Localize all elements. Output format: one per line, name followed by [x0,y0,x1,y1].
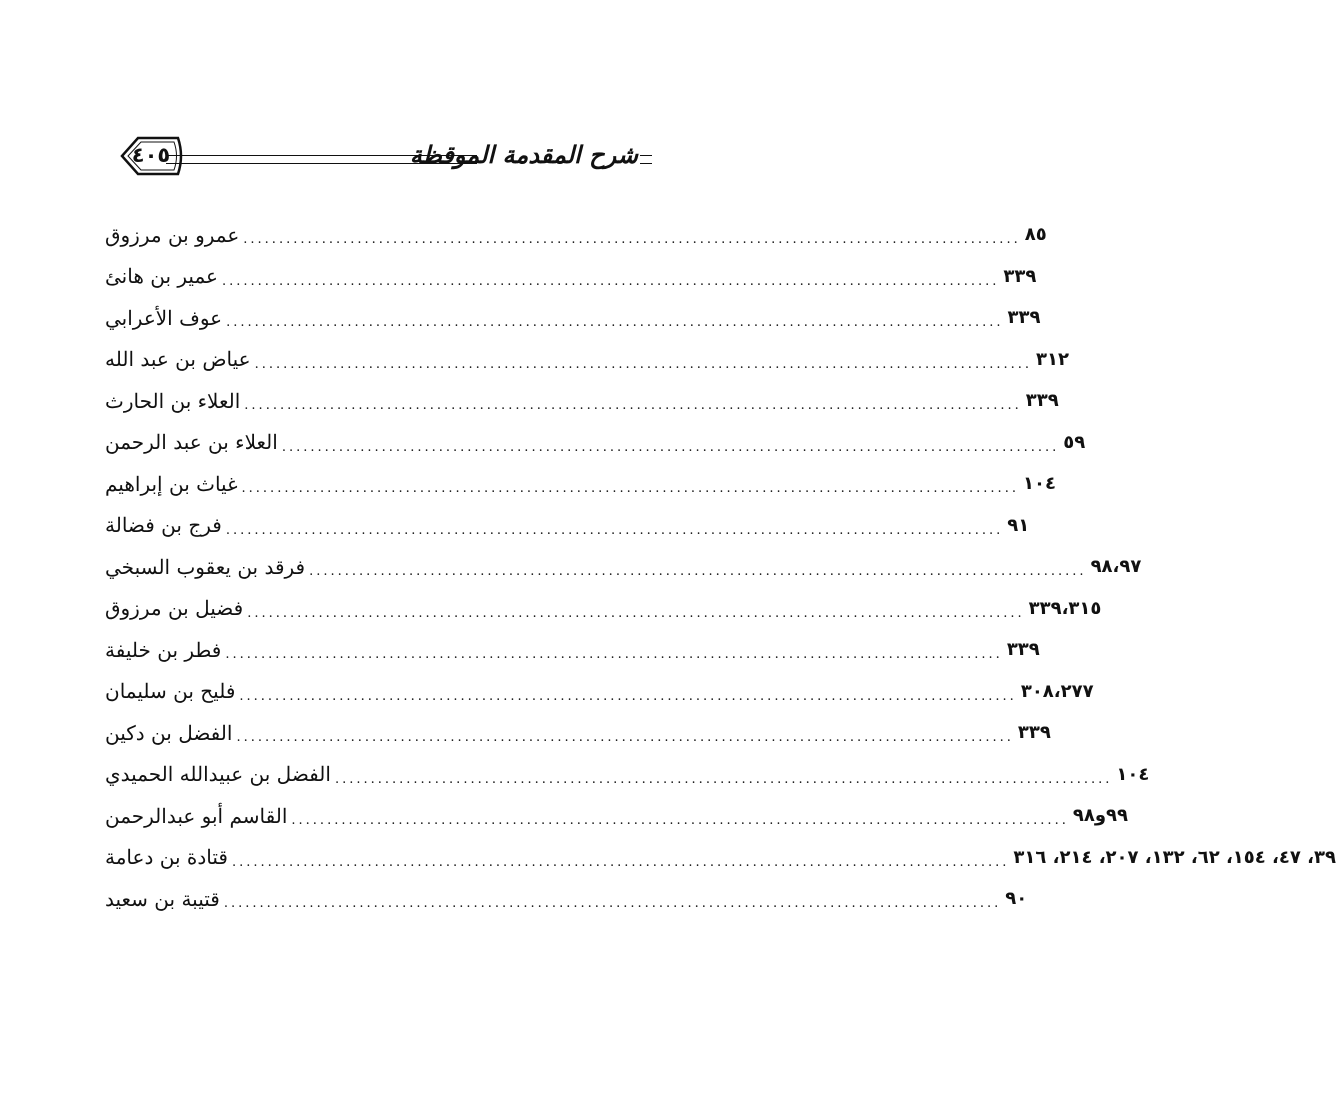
entry-name: فليح بن سليمان [105,679,236,704]
leader-dots: ............................................................................................................. [221,273,1000,289]
index-entry [103,339,1069,381]
entry-name: عمير بن هانئ [105,264,218,289]
entry-pages: ١٠٤ [1116,763,1150,785]
entry-name: فضيل بن مرزوق [105,596,244,621]
leader-dots: ............................................................................................................. [243,232,1021,248]
index-entry [103,505,1030,547]
index-entry [103,463,1056,505]
index-entry [103,297,1041,339]
entry-pages: ٣٣٩ [1003,265,1037,287]
index-entry [103,588,1102,630]
entry-pages: ٣٣٩ [1006,639,1040,661]
entry-name: العلاء بن عبد الرحمن [105,430,278,455]
entry-name: عياض بن عبد الله [105,347,251,372]
leader-dots: ............................................................................................................. [309,564,1087,580]
leader-dots: ............................................................................................................. [241,481,1019,497]
index-entry [103,629,1040,671]
leader-dots: ............................................................................................................. [239,688,1017,704]
index-entry [103,256,1037,298]
entry-pages: ٣٣٩ [1025,390,1059,412]
leader-dots: ............................................................................................................. [291,813,1069,829]
page-number-badge [118,134,184,178]
entry-pages: ٣٣٩،٣١٥ [1028,597,1102,619]
entry-pages: ٣١٢ [1036,348,1069,370]
index-entry [103,712,1051,754]
index-entry [103,380,1059,422]
index-entry [103,754,1150,796]
index-entry [103,214,1047,256]
index-entry [103,878,1028,920]
entry-name: الفضل بن دكين [105,720,233,745]
entry-pages: ٣٩، ٤٧، ١٥٤، ٦٢، ١٣٢، ٢٠٧، ٢١٤، ٣١٦ [1013,846,1336,868]
entry-name: قتيبة بن سعيد [105,886,220,911]
entry-pages: ٩١ [1007,514,1030,536]
index-entry [103,671,1094,713]
index-list [103,214,1336,920]
entry-name: قتادة بن دعامة [105,845,228,870]
entry-name: الفضل بن عبيدالله الحميدي [105,762,331,787]
entry-pages: ٩٠ [1005,888,1028,910]
entry-pages: ٣٣٩ [1017,722,1051,744]
entry-name: فطر بن خليفة [105,637,222,662]
book-title: شرح المقدمة الموقظة [409,140,638,169]
leader-dots: ............................................................................................................. [231,854,1010,870]
entry-pages: ٨٥ [1024,224,1047,246]
entry-pages: ٣٣٩ [1007,307,1041,329]
entry-name: العلاء بن الحارث [105,388,241,413]
page-header [100,132,652,182]
leader-dots: ............................................................................................................. [223,896,1002,912]
entry-pages: ٣٠٨،٢٧٧ [1020,680,1094,702]
entry-pages: ٩٩و٩٨ [1072,805,1129,827]
index-entry [103,546,1142,588]
index-entry [103,422,1086,464]
leader-dots: ............................................................................................................. [247,605,1025,621]
header-rule-tail [640,155,652,164]
leader-dots: ............................................................................................................. [254,356,1033,372]
entry-name: عمرو بن مرزوق [105,222,240,247]
entry-name: عوف الأعرابي [105,305,223,330]
index-entry [103,795,1129,837]
entry-name: فرج بن فضالة [105,513,222,538]
leader-dots: ............................................................................................................. [334,771,1113,787]
entry-pages: ١٠٤ [1022,473,1056,495]
leader-dots: ............................................................................................................. [226,315,1004,331]
entry-name: فرقد بن يعقوب السبخي [105,554,306,579]
index-entry [103,837,1336,879]
leader-dots: ............................................................................................................. [225,522,1004,538]
entry-pages: ٩٨،٩٧ [1090,556,1142,578]
leader-dots: ............................................................................................................. [225,647,1003,663]
leader-dots: ............................................................................................................. [244,398,1022,414]
entry-name: غياث بن إبراهيم [105,471,238,496]
leader-dots: ............................................................................................................. [236,730,1014,746]
page-number: ٤٠٥ [131,143,171,167]
entry-name: القاسم أبو عبدالرحمن [105,803,288,828]
leader-dots: ............................................................................................................. [281,439,1060,455]
entry-pages: ٥٩ [1063,431,1086,453]
